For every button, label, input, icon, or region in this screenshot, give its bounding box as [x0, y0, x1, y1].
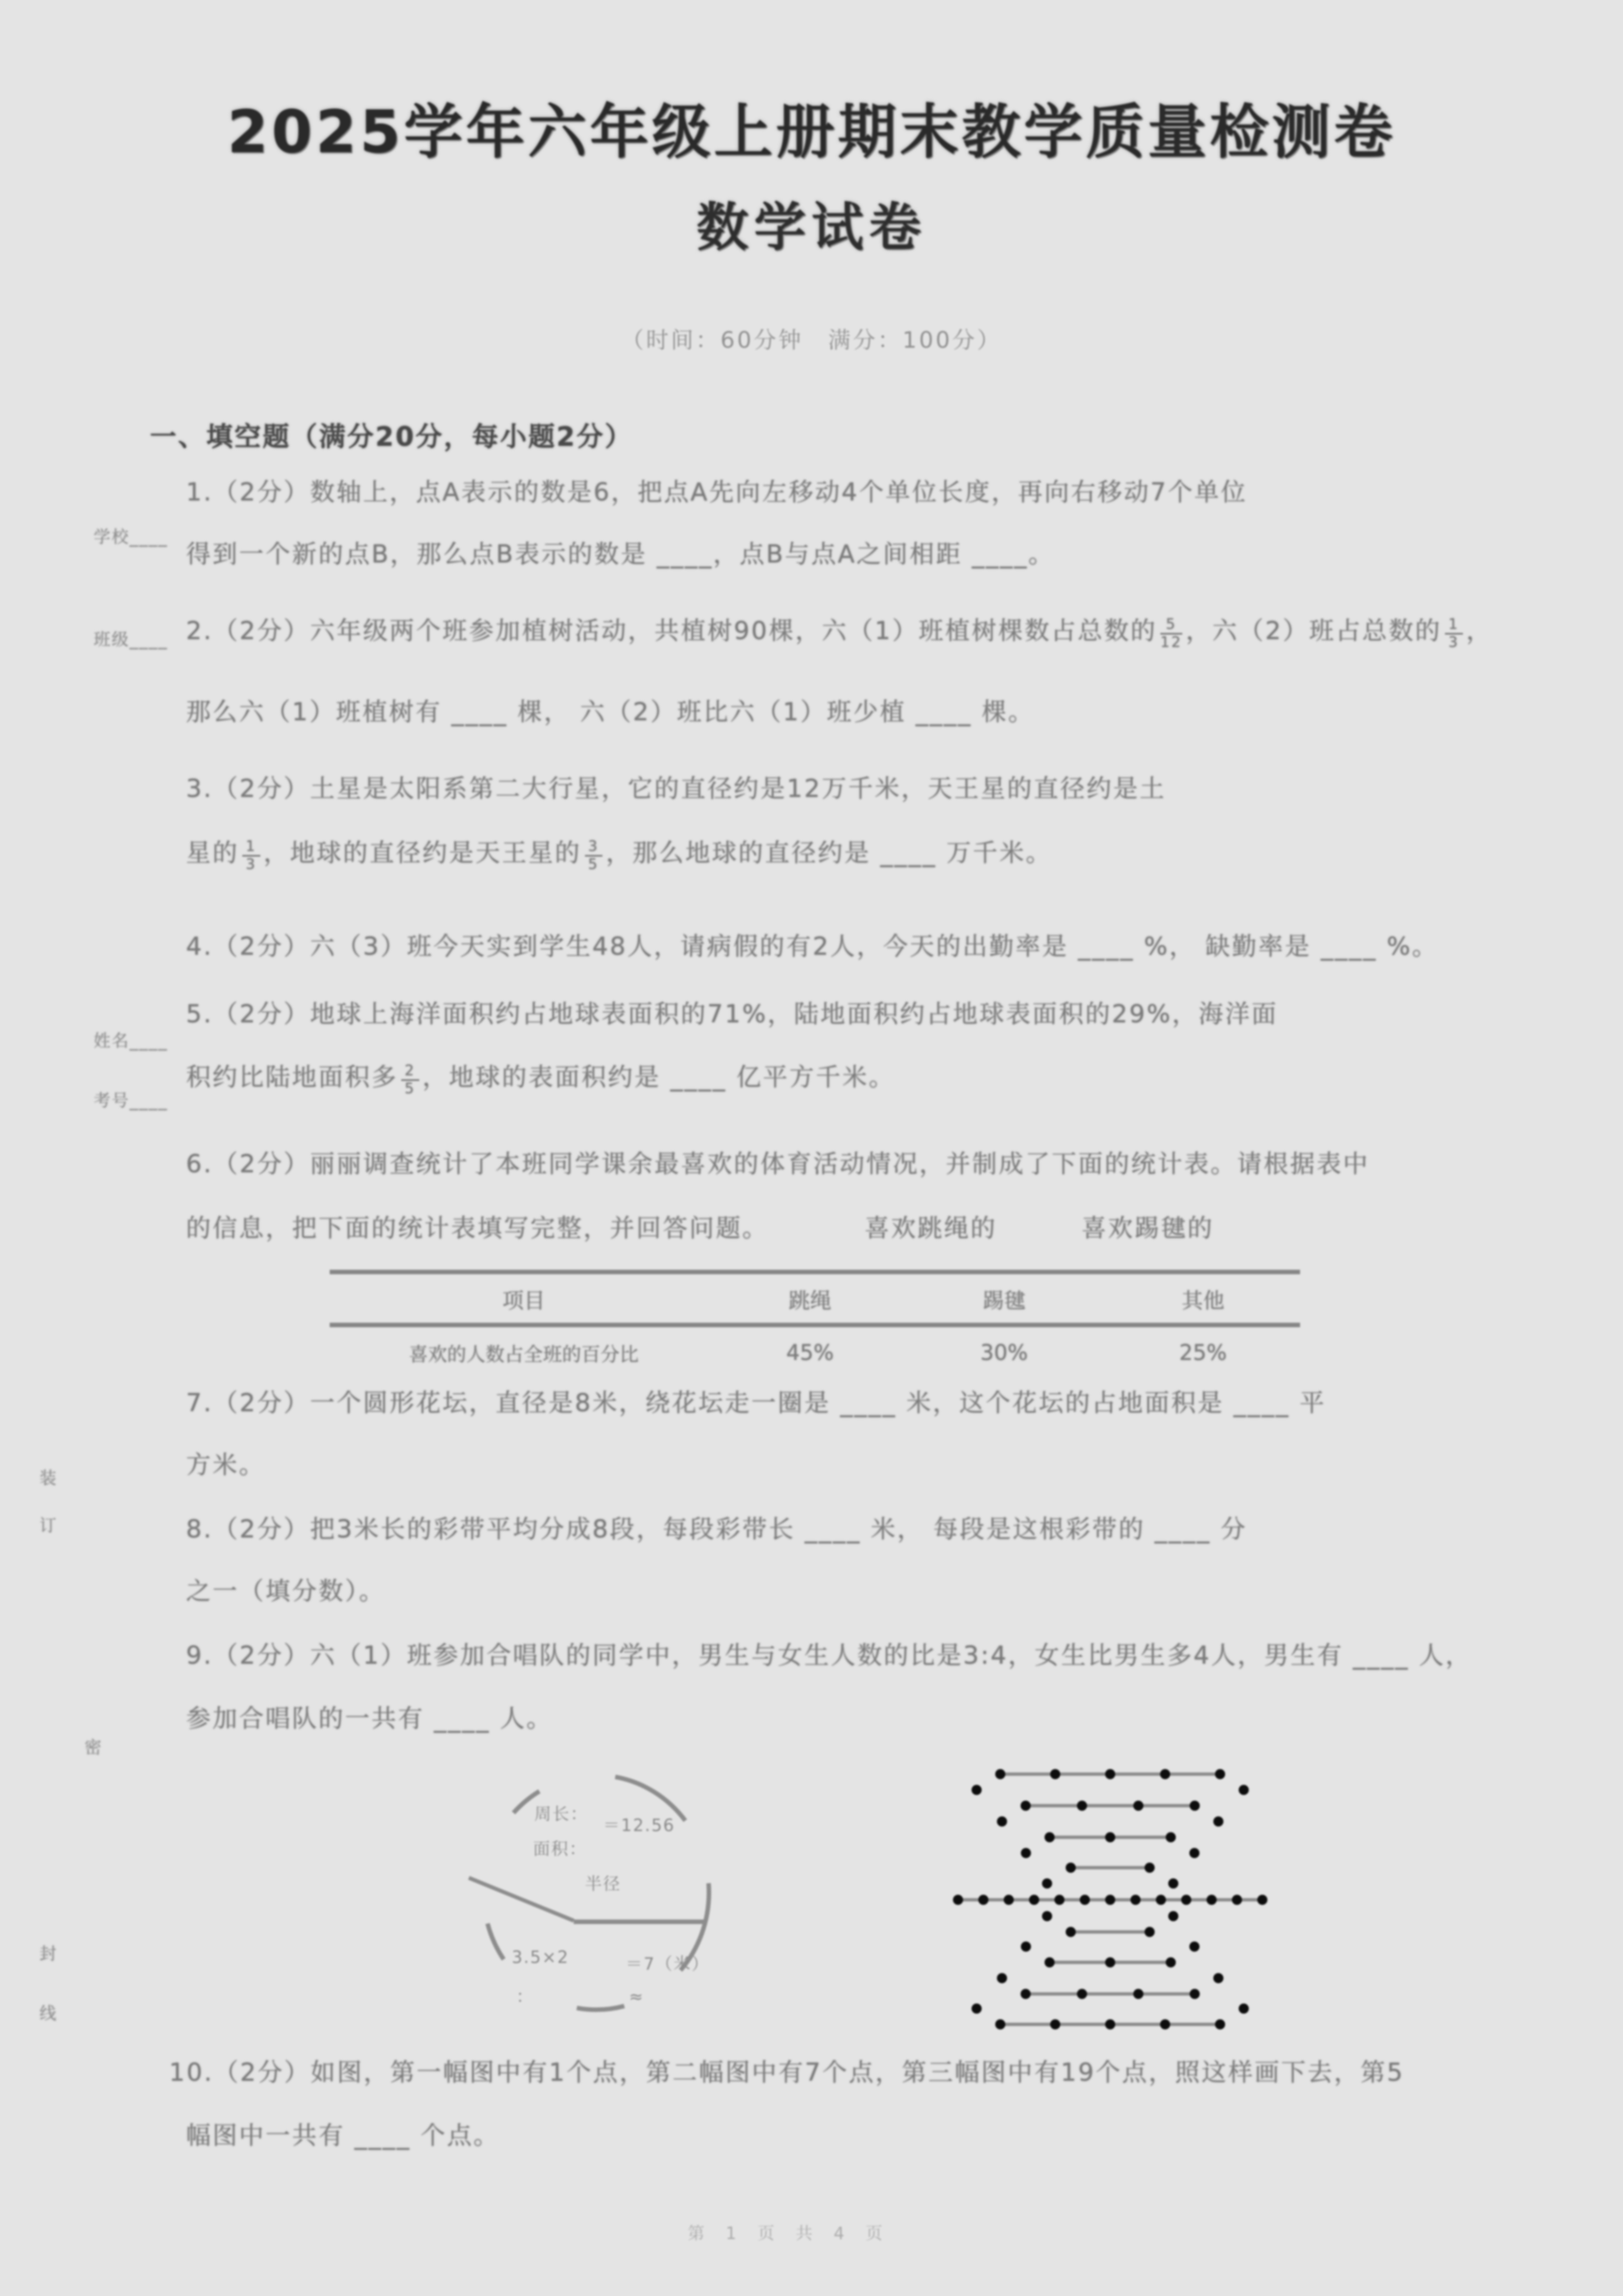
margin-label-seal-3: 线 — [39, 2004, 57, 2024]
question-5-line-1: 5.（2分）地球上海洋面积约占地球表面积的71%，陆地面积约占地球表面积的29%，海洋面 — [186, 1000, 1278, 1029]
table-cell: 25% — [1179, 1340, 1227, 1365]
table-data-row — [330, 1327, 1300, 1378]
fraction-q2b: $\frac{1}{3}$ — [1445, 617, 1463, 651]
question-6-option-1: 喜欢跳绳的 — [864, 1214, 997, 1243]
table-header-row — [330, 1274, 1300, 1327]
question-1-line-1: 1.（2分）数轴上，点A表示的数是6，把点A先向左移动4个单位长度，再向右移动7个单位 — [186, 478, 1248, 507]
question-10-line-2: 幅图中一共有 ____ 个点。 — [186, 2121, 500, 2150]
hex-dot-figure-svg — [947, 1756, 1274, 2044]
question-6-line-2: 的信息，把下面的统计表填写完整，并回答问题。 喜欢跳绳的 喜欢踢毽的 — [186, 1213, 1214, 1244]
question-2-line-1: 2.（2分）六年级两个班参加植树活动，共植树90棵，六（1）班植树棵数占总数的 $\frac{5}{12}$ ，六（2）班占总数的 $\frac{1}{3}$ ， — [186, 615, 1493, 651]
margin-label-number: 考号____ — [94, 1091, 168, 1111]
question-4-line-1: 4.（2分）六（3）班今天实到学生48人，请病假的有2人，今天的出勤率是 ____ %， 缺勤率是 ____ %。 — [186, 932, 1439, 961]
hex-dot-figure — [947, 1756, 1274, 2044]
question-9-line-1: 9.（2分）六（1）班参加合唱队的同学中，男生与女生人数的比是3:4，女生比男生多4人，男生有 ____ 人， — [186, 1641, 1472, 1670]
circle-label-result: ＝7（米） — [626, 1954, 710, 1974]
page-subtitle: 数学试卷 — [696, 197, 926, 258]
statistics-table — [330, 1270, 1300, 1378]
margin-label-school: 学校____ — [94, 528, 168, 547]
question-7-line-1: 7.（2分）一个圆形花坛，直径是8米，绕花坛走一圈是 ____ 米，这个花坛的占地面积是 ____ 平 — [186, 1389, 1326, 1417]
table-cell: 30% — [980, 1340, 1028, 1365]
fraction-q2a: $\frac{5}{12}$ — [1160, 615, 1183, 651]
circle-figure — [462, 1758, 744, 2029]
table-cell: 喜欢的人数占全班的百分比 — [409, 1343, 639, 1366]
circle-label-value: ＝12.56 — [603, 1816, 675, 1836]
question-3-line-2: 星的 $\frac{1}{3}$ ，地球的直径约是天王星的 $\frac{3}{5}$ ，那么地球的直径约是 ____ 万千米。 — [186, 837, 1053, 873]
table-header-cell: 其他 — [1181, 1288, 1225, 1313]
fraction-q5a: $\frac{2}{5}$ — [401, 1063, 419, 1097]
page-title: 2025学年六年级上册期末教学质量检测卷 — [227, 97, 1396, 166]
page-footer: 第 1 页 共 4 页 — [688, 2224, 890, 2244]
question-6-line-1: 6.（2分）丽丽调查统计了本班同学课余最喜欢的体育活动情况，并制成了下面的统计表。请根据表中 — [186, 1150, 1369, 1178]
question-6-option-2: 喜欢踢毽的 — [1081, 1214, 1214, 1243]
table-header-cell: 跳绳 — [788, 1288, 832, 1313]
margin-label-seal-1: 密 — [85, 1738, 103, 1758]
circle-label-mark-2: ≈ — [629, 1987, 645, 2007]
margin-label-class: 班级____ — [94, 630, 168, 650]
question-5-line-2: 积约比陆地面积多 $\frac{2}{5}$ ，地球的表面积约是 ____ 亿平方千米。 — [186, 1062, 895, 1097]
question-10-line-1: 10.（2分）如图，第一幅图中有1个点，第二幅图中有7个点，第三幅图中有19个点，照这样画下去，第5 — [169, 2058, 1404, 2087]
margin-label-name: 姓名____ — [94, 1031, 168, 1051]
table-header-cell: 踢毽 — [982, 1288, 1026, 1313]
question-8-line-1: 8.（2分）把3米长的彩带平均分成8段，每段彩带长 ____ 米， 每段是这根彩带的 ____ 分 — [186, 1515, 1247, 1544]
question-8-line-2: 之一（填分数）。 — [186, 1577, 385, 1606]
section-1-heading: 一、填空题（满分20分，每小题2分） — [150, 422, 633, 453]
table-cell: 45% — [786, 1340, 834, 1365]
question-1-line-2: 得到一个新的点B，那么点B表示的数是 ____，点B与点A之间相距 ____。 — [186, 540, 1055, 569]
question-2-line-2: 那么六（1）班植树有 ____ 棵， 六（2）班比六（1）班少植 ____ 棵。 — [186, 698, 1035, 726]
circle-label-mark-1: ： — [516, 1987, 534, 2007]
exam-meta-line: （时间：60分钟 满分：100分） — [621, 327, 1002, 353]
margin-label-binding-2: 订 — [39, 1516, 57, 1536]
fraction-q3a: $\frac{1}{3}$ — [242, 839, 260, 873]
question-3-line-1: 3.（2分）土星是太阳系第二大行星，它的直径约是12万千米，天王星的直径约是土 — [186, 774, 1166, 803]
question-7-line-2: 方米。 — [186, 1451, 265, 1479]
circle-label-circumference: 周长： — [534, 1805, 588, 1824]
fraction-q3b: $\frac{3}{5}$ — [585, 839, 603, 873]
question-9-line-2: 参加合唱队的一共有 ____ 人。 — [186, 1704, 553, 1733]
margin-label-binding-1: 装 — [39, 1469, 57, 1488]
circle-label-area: 面积： — [533, 1840, 587, 1859]
circle-label-radius: 半径 — [585, 1874, 621, 1894]
margin-label-seal-2: 封 — [39, 1944, 57, 1964]
circle-label-expr: 3.5×2 — [512, 1948, 569, 1967]
table-header-cell: 项目 — [502, 1288, 546, 1313]
